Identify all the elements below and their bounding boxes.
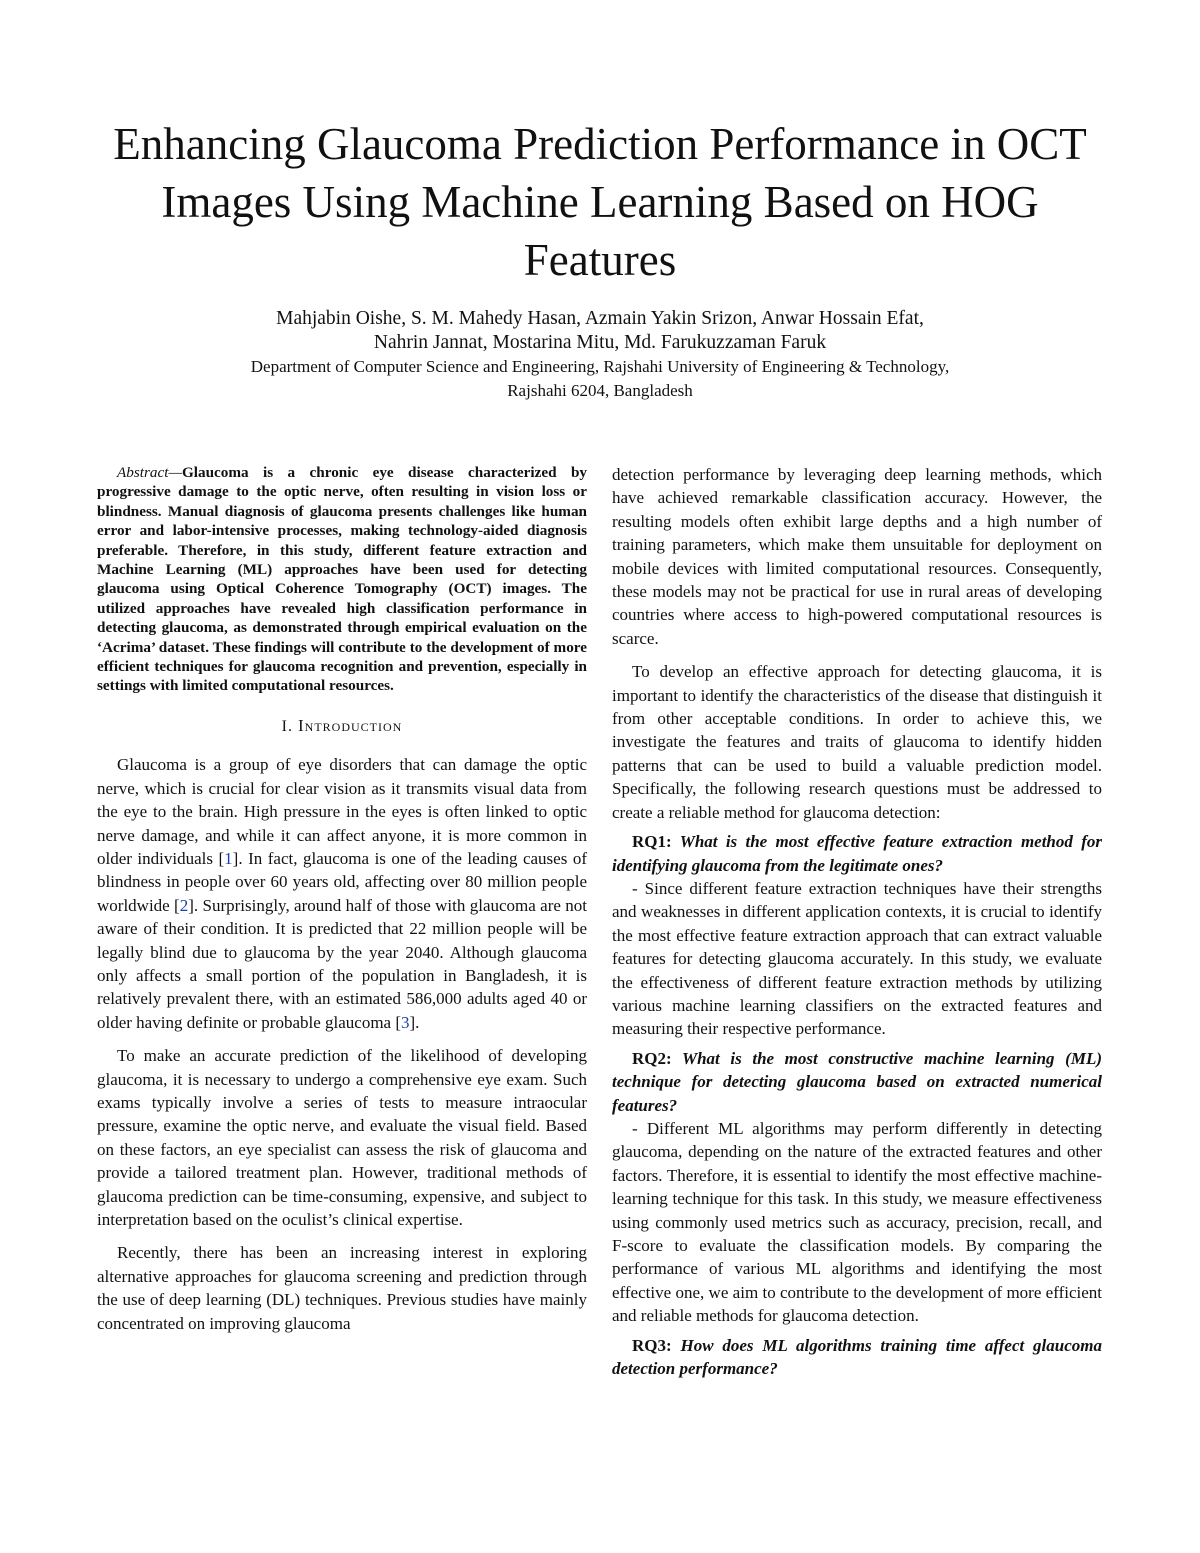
research-question-1 — [612, 830, 1102, 877]
rq-id: RQ1: — [632, 832, 672, 852]
author-line-1: Mahjabin Oishe, S. M. Mahedy Hasan, Azmain Yakin Srizon, Anwar Hossain Efat, — [276, 308, 924, 329]
author-block — [100, 307, 1100, 403]
rq-question: What is the most effective feature extraction method for identifying glaucoma from the legitimate ones? — [612, 832, 1102, 875]
abstract-text: Glaucoma is a chronic eye disease characterized by progressive damage to the optic nerve, often resulting in vision loss or blindness. Manual diagnosis of glaucoma presents challenges like human error and labor-intensive processes, making technology-aided diagnosis preferable. Therefore, in this study, different feature extraction and Machine Learning (ML) approaches have been used for detecting glaucoma using Optical Coherence Tomography (OCT) images. The utilized approaches have revealed high classification performance in detecting glaucoma, as demonstrated through empirical evaluation on the ‘Acrima’ dataset. These findings will contribute to the development of more efficient techniques for glaucoma recognition and prevention, especially in settings with limited computational resources. — [97, 464, 587, 695]
intro-paragraph-2: To make an accurate prediction of the likelihood of developing glaucoma, it is necessary to undergo a comprehensive eye exam. Such exams typically involve a series of tests to measure intraocular pressure, examine the optic nerve, and evaluate the visual field. Based on these factors, an eye specialist can assess the risk of glaucoma and provide a tailored treatment plan. However, traditional methods of glaucoma prediction can be time-consuming, expensive, and subject to interpretation based on the oculist’s clinical expertise. — [97, 1046, 587, 1229]
affiliation-line-1: Department of Computer Science and Engineering, Rajshahi University of Engineering & Technology, — [250, 357, 950, 376]
abstract — [97, 463, 587, 696]
citation-link[interactable]: 3 — [401, 1012, 410, 1032]
intro-text: ]. Surprisingly, around half of those with glaucoma are not aware of their condition. It is predicted that 22 million people will be legally blind due to glaucoma by the year 2040. Although glaucoma only affects a small portion of the population in Bangladesh, it is relatively prevalent there, with an estimated 586,000 adults aged 40 or older having definite or probable glaucoma [ — [97, 895, 587, 1032]
intro-text: ]. In fact, glaucoma is one of the leading causes of blindness in people over 60 years old, affecting over 80 million people worldwide [ — [97, 848, 587, 915]
citation-link[interactable]: 2 — [179, 895, 189, 915]
paper-title: Enhancing Glaucoma Prediction Performance in OCT Images Using Machine Learning Based on HOG Features — [113, 119, 1087, 285]
citation-link[interactable]: 1 — [224, 848, 233, 868]
rq2-answer: - Different ML algorithms may perform differently in detecting glaucoma, depending on the nature of the extracted features and other factors. Therefore, it is essential to identify the most effective machine-learning technique for this task. In this study, we measure effectiveness using commonly used metrics such as accuracy, precision, recall, and F-score to evaluate the classification models. By comparing the performance of various ML algorithms and identifying the most effective one, we aim to contribute to the development of more efficient and reliable methods for glaucoma detection. — [612, 1118, 1102, 1326]
section-title: Introduction — [298, 715, 403, 735]
intro-paragraph-3: Recently, there has been an increasing interest in exploring alternative approaches for glaucoma screening and prediction through the use of deep learning (DL) techniques. Previous studies have mainly concentrated on improving glaucoma — [97, 1243, 587, 1333]
right-column — [612, 463, 1102, 1380]
left-column — [97, 463, 587, 1335]
affiliation-line-2: Rajshahi 6204, Bangladesh — [507, 381, 693, 400]
rq-question: How does ML algorithms training time affect glaucoma detection performance? — [612, 1335, 1102, 1379]
rq-id: RQ2: — [632, 1048, 672, 1068]
intro-paragraph-1 — [97, 753, 587, 1034]
author-line-2: Nahrin Jannat, Mostarina Mitu, Md. Farukuzzaman Faruk — [373, 332, 827, 353]
intro-text: Glaucoma is a group of eye disorders that can damage the optic nerve, which is crucial for clear vision as it transmits visual data from the eye to the brain. High pressure in the eyes is often linked to optic nerve damage, and while it can affect anyone, it is more common in older individuals [ — [97, 755, 587, 868]
abstract-label: Abstract— — [117, 464, 182, 481]
research-question-2 — [612, 1047, 1102, 1117]
research-question-3 — [612, 1334, 1102, 1381]
intro-paragraph-3-continued: detection performance by leveraging deep learning methods, which have achieved remarkable classification accuracy. However, the resulting models often exhibit large depths and a high number of training parameters, which make them unsuitable for deployment on mobile devices with limited computational resources. Consequently, these models may not be practical for use in rural areas of developing countries where access to high-powered computational resources is scarce. — [612, 465, 1102, 648]
intro-text: ]. — [409, 1012, 420, 1032]
rq-question: What is the most constructive machine learning (ML) technique for detecting glaucoma based on extracted numerical features? — [612, 1048, 1102, 1115]
intro-paragraph-4: To develop an effective approach for detecting glaucoma, it is important to identify the characteristics of the disease that distinguish it from other acceptable conditions. In order to achieve this, we investigate the features and traits of glaucoma to identify hidden patterns that can be used to build a valuable prediction model. Specifically, the following research questions must be addressed to create a reliable method for glaucoma detection: — [612, 662, 1102, 822]
rq1-answer: - Since different feature extraction techniques have their strengths and weaknesses in different application contexts, it is crucial to identify the most effective feature extraction approach that can extract valuable features for detecting glaucoma accurately. In this study, we evaluate the effectiveness of different feature extraction methods by utilizing various machine learning classifiers on the extracted features and measuring their respective performance. — [612, 878, 1102, 1039]
section-number: I. — [281, 717, 293, 735]
section-heading-introduction — [97, 714, 587, 738]
rq-id: RQ3: — [632, 1335, 672, 1355]
